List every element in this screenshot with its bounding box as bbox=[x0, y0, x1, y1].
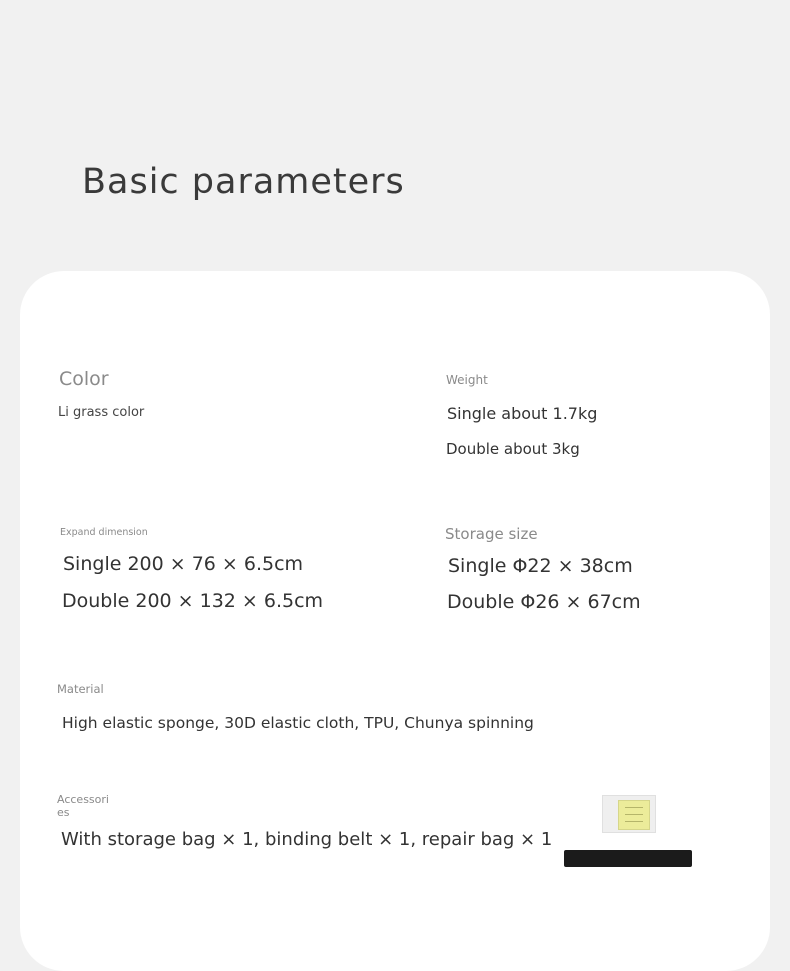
binding-belt-image bbox=[564, 850, 692, 867]
color-label: Color bbox=[59, 368, 109, 390]
storage-size-label: Storage size bbox=[445, 525, 538, 543]
accessories-value: With storage bag × 1, binding belt × 1, repair bag × 1 bbox=[61, 829, 553, 850]
color-value: Li grass color bbox=[58, 405, 145, 420]
expand-single-value: Single 200 × 76 × 6.5cm bbox=[63, 553, 304, 575]
material-label: Material bbox=[57, 682, 104, 696]
weight-label: Weight bbox=[446, 373, 488, 387]
accessories-label: Accessories bbox=[57, 793, 109, 819]
expand-dimension-label: Expand dimension bbox=[60, 527, 148, 538]
expand-double-value: Double 200 × 132 × 6.5cm bbox=[62, 590, 324, 612]
accessories-image bbox=[564, 795, 694, 869]
storage-double-value: Double Φ26 × 67cm bbox=[447, 591, 641, 613]
repair-patch-image bbox=[618, 800, 650, 830]
storage-single-value: Single Φ22 × 38cm bbox=[448, 555, 633, 577]
material-value: High elastic sponge, 30D elastic cloth, TPU, Chunya spinning bbox=[62, 714, 534, 732]
parameters-card bbox=[20, 271, 770, 971]
repair-bag-image bbox=[602, 795, 656, 833]
page-title: Basic parameters bbox=[82, 162, 405, 202]
weight-single-value: Single about 1.7kg bbox=[447, 404, 598, 423]
weight-double-value: Double about 3kg bbox=[446, 440, 580, 458]
